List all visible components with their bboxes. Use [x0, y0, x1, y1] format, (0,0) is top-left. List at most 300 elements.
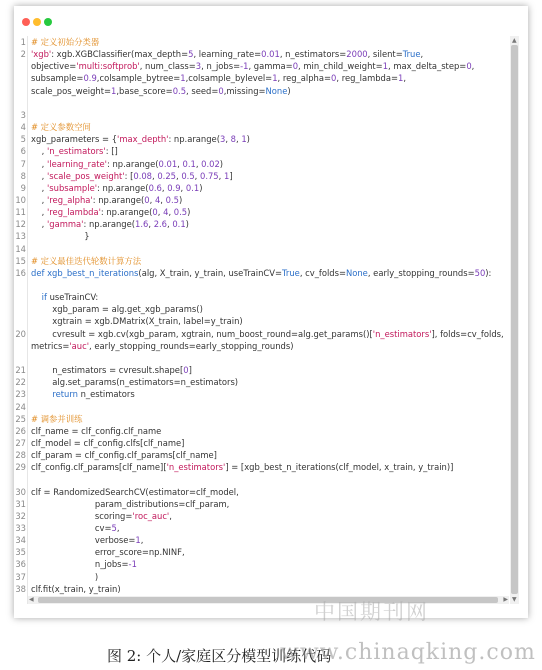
code-text [31, 425, 161, 437]
code-line [10, 85, 515, 97]
code-token: ,missing= [223, 85, 266, 96]
code-token: , [236, 134, 242, 145]
code-text [31, 133, 250, 145]
code-line [10, 510, 515, 522]
code-line [10, 206, 515, 218]
code-token: 'learning_rate' [46, 158, 107, 169]
code-line [10, 473, 515, 485]
code-line [10, 461, 515, 473]
code-token: 0.5 [165, 194, 179, 205]
code-token: clf_config.clf_params[clf_name][ [31, 462, 167, 473]
code-token: 0.5 [173, 207, 188, 218]
code-token: 3 [219, 134, 226, 145]
code-token: 'auc' [69, 340, 90, 351]
code-token: 1 [382, 61, 389, 72]
code-token: 1 [241, 134, 247, 145]
code-text [31, 546, 185, 558]
code-token: , [149, 194, 155, 205]
code-token: ): [485, 267, 492, 278]
code-token: , [471, 61, 475, 72]
code-token: ] [188, 365, 192, 376]
code-token: , [176, 170, 182, 181]
code-token: , [161, 182, 168, 193]
code-token: 0.1 [172, 219, 186, 230]
code-token: 1 [135, 535, 141, 546]
close-window-dot[interactable] [22, 18, 30, 26]
code-token: , min_child_weight= [298, 61, 383, 72]
code-token: 0.01 [158, 158, 178, 169]
code-editor[interactable] [10, 36, 518, 608]
line-number: 14 [15, 243, 26, 254]
code-token: xgb_best_n_iterations [47, 267, 139, 278]
code-token: ) [31, 571, 99, 582]
code-text [31, 267, 491, 279]
code-text [31, 315, 243, 327]
code-token: : np.arange( [100, 207, 153, 218]
line-number: 13 [15, 231, 26, 242]
code-token: 1 [111, 85, 117, 96]
code-token: ) [178, 194, 183, 205]
scroll-up-icon[interactable]: ▲ [512, 37, 517, 44]
code-token: : np.arange( [97, 182, 149, 193]
line-number: 23 [15, 389, 26, 400]
code-token: , [31, 219, 47, 230]
code-text [31, 218, 189, 230]
code-line [10, 425, 515, 437]
code-token: error_score=np.NINF, [31, 547, 185, 558]
code-token: , [177, 158, 183, 169]
code-text [31, 571, 98, 583]
code-text [31, 486, 239, 498]
code-token: 0.1 [182, 158, 196, 169]
code-token: : np.arange( [106, 158, 159, 169]
code-line [10, 36, 515, 48]
code-line [10, 413, 515, 425]
code-token: , reg_alpha= [277, 73, 332, 84]
code-line [10, 486, 515, 498]
code-line [10, 303, 515, 315]
code-token: metrics= [31, 340, 70, 351]
scroll-left-icon[interactable]: ◀ [29, 596, 34, 603]
line-number: 3 [20, 109, 26, 120]
code-token: : [] [105, 146, 118, 157]
code-token: , num_class= [139, 61, 196, 72]
code-text [31, 461, 453, 473]
code-token: , [167, 219, 173, 230]
vertical-scrollbar[interactable] [510, 36, 519, 604]
code-token: , [31, 207, 47, 218]
code-token: n_estimators [77, 389, 135, 400]
code-token: -1 [240, 61, 249, 72]
code-token: 'subsample' [46, 182, 98, 193]
code-line [10, 109, 515, 121]
line-number: 38 [15, 583, 26, 594]
code-line [10, 571, 515, 583]
code-text [31, 36, 99, 48]
code-token: 0 [152, 207, 158, 218]
scroll-right-icon[interactable]: ▶ [503, 596, 508, 603]
line-number: 11 [15, 207, 26, 218]
horizontal-scrollbar[interactable] [28, 596, 509, 604]
line-number: 4 [20, 122, 26, 133]
code-text [31, 60, 474, 72]
code-token: ,base_score= [116, 85, 173, 96]
code-token: cv= [31, 523, 112, 533]
code-token: , [160, 194, 166, 205]
code-text [31, 328, 504, 340]
code-token: 'gamma' [46, 219, 84, 230]
code-token: ) [185, 219, 189, 230]
code-line [10, 243, 515, 255]
code-token: 0.02 [201, 158, 220, 169]
line-number: 34 [15, 535, 26, 546]
code-token: , [168, 207, 174, 218]
code-token: , early_stopping_rounds= [367, 267, 475, 278]
line-number: 21 [15, 365, 26, 376]
code-token: 0 [466, 61, 472, 72]
code-text [31, 583, 121, 595]
line-number: 15 [15, 255, 26, 266]
code-token: return [52, 389, 78, 400]
code-token: , [148, 219, 154, 230]
code-token: None [345, 267, 368, 278]
line-number: 27 [15, 437, 26, 448]
line-number: 28 [15, 450, 26, 461]
line-number: 33 [15, 523, 26, 533]
code-line [10, 558, 515, 570]
code-token: , [225, 134, 231, 145]
code-token: (alg, X_train, y_train, useTrainCV= [138, 267, 283, 278]
code-token: 1.6 [135, 219, 149, 230]
code-text [31, 376, 238, 388]
code-token: clf_name = clf_config.clf_name [31, 425, 162, 436]
code-line [10, 291, 515, 303]
code-line [10, 48, 515, 60]
code-text [31, 364, 192, 376]
code-token: : [ [124, 170, 134, 181]
code-token: # 定义初始分类器 [31, 37, 100, 47]
code-text [31, 48, 423, 60]
line-number: 12 [15, 219, 26, 230]
code-token: 8 [230, 134, 236, 145]
code-token: # 定义最佳迭代轮数计算方法 [31, 255, 142, 266]
code-token: 'max_depth' [117, 134, 169, 145]
line-number: 30 [15, 486, 26, 497]
code-token: , [152, 170, 158, 181]
code-token: ,colsample_bytree= [96, 73, 181, 84]
code-line [10, 218, 515, 230]
code-token: : np.arange( [83, 219, 136, 230]
code-text [31, 291, 98, 303]
code-line [10, 388, 515, 400]
code-token: 0.9 [167, 182, 181, 193]
code-line [10, 340, 515, 352]
code-line [10, 315, 515, 327]
code-text [31, 158, 223, 170]
code-text [31, 510, 172, 522]
figure-caption [0, 640, 542, 667]
code-token: 1 [398, 73, 404, 84]
code-token: scale_pos_weight= [31, 85, 112, 96]
code-text [31, 498, 229, 510]
code-token: 0 [292, 61, 299, 72]
code-token: 'n_estimators' [46, 146, 106, 157]
code-token: , [180, 182, 186, 193]
code-token: 0.5 [172, 85, 187, 96]
code-token: 'reg_alpha' [46, 194, 93, 205]
code-line [10, 546, 515, 558]
code-token: : np.arange( [92, 194, 145, 205]
code-text [31, 206, 190, 218]
code-text [31, 437, 184, 449]
minimize-window-dot[interactable] [33, 18, 41, 26]
code-text [31, 449, 217, 461]
code-token [31, 292, 42, 302]
line-number: 36 [15, 559, 26, 570]
code-token: ) [219, 158, 224, 169]
code-token: clf = RandomizedSearchCV(estimator=clf_model, [31, 486, 239, 497]
code-token: n_estimators = cvresult.shape[ [31, 365, 184, 376]
watermark-site: 中国期刊网 [314, 600, 429, 624]
code-token: : xgb.XGBClassifier(max_depth= [51, 49, 189, 60]
code-token: subsample= [31, 73, 84, 84]
code-token: , learning_rate= [193, 49, 262, 60]
vertical-scroll-thumb[interactable] [511, 45, 518, 594]
code-line [10, 583, 515, 595]
code-text [31, 534, 143, 546]
code-token: 0.6 [148, 182, 162, 193]
line-number: 29 [15, 462, 26, 473]
code-token: ], folds=cv_folds, [431, 328, 504, 339]
code-line [10, 121, 515, 133]
line-number: 5 [20, 134, 26, 145]
code-token: 1 [272, 73, 278, 84]
code-line [10, 182, 515, 194]
code-token: 5 [111, 523, 117, 533]
code-token: 'n_estimators' [372, 328, 432, 339]
code-token: alg.set_params(n_estimators=n_estimators) [31, 377, 239, 388]
code-token: , [31, 194, 47, 205]
code-line [10, 145, 515, 157]
code-text [31, 194, 182, 206]
watermark-url: www.chinaqking.com [280, 640, 536, 665]
maximize-window-dot[interactable] [44, 18, 52, 26]
code-token: , [194, 170, 200, 181]
code-token: ) [246, 134, 250, 145]
code-token: xgb_param = alg.get_xgb_params() [31, 304, 203, 315]
code-token: param_distributions=clf_param, [31, 498, 230, 509]
code-token: # 调参并训练 [31, 413, 83, 424]
code-token: , n_jobs= [201, 61, 241, 72]
code-text [31, 121, 91, 133]
line-number: 10 [15, 194, 26, 205]
code-token: ) [199, 182, 203, 193]
code-line [10, 364, 515, 376]
code-token: ] [229, 170, 233, 181]
code-token: , reg_lambda= [336, 73, 399, 84]
code-token: xgtrain = xgb.DMatrix(X_train, label=y_train) [31, 316, 243, 327]
line-number: 32 [15, 510, 26, 521]
code-token: , [169, 510, 172, 521]
code-token: , [116, 523, 120, 533]
code-line [10, 498, 515, 510]
code-token: 'multi:softprob' [76, 61, 140, 72]
line-number: 26 [15, 425, 26, 436]
code-token: } [31, 231, 90, 242]
code-token: , [195, 158, 202, 169]
code-token: # 定义参数空间 [31, 122, 91, 133]
code-line [10, 194, 515, 206]
code-token: ] = [xgb_best_n_iterations(clf_model, x_train, y_train)] [225, 462, 454, 473]
code-token: 'n_estimators' [166, 462, 226, 473]
code-token: useTrainCV: [46, 292, 99, 303]
code-token: xgb_parameters = { [31, 134, 118, 145]
code-token: 4 [154, 194, 161, 205]
code-token: 0.75 [199, 170, 219, 181]
code-token: objective= [31, 61, 77, 72]
code-token: 2.6 [153, 219, 168, 230]
line-number: 24 [15, 401, 26, 412]
code-token: clf.fit(x_train, y_train) [31, 583, 121, 594]
code-line [10, 158, 515, 170]
code-text [31, 170, 233, 182]
code-token: 'roc_auc' [132, 510, 170, 521]
code-token: , early_stopping_rounds=early_stopping_rounds) [89, 340, 294, 351]
code-token: def [31, 267, 45, 278]
line-number: 6 [20, 146, 26, 157]
code-text [31, 558, 137, 570]
code-token: 0 [144, 194, 150, 205]
code-token: 0.01 [261, 49, 280, 60]
code-token: , [31, 182, 47, 193]
code-token: 0 [183, 365, 189, 376]
code-line [10, 267, 515, 279]
code-token: 0.9 [83, 73, 97, 84]
code-token: ) [187, 207, 191, 218]
line-number: 35 [15, 547, 26, 558]
code-text [31, 182, 202, 194]
line-number: 7 [20, 158, 26, 169]
code-token [31, 389, 52, 399]
code-token: True [402, 49, 421, 60]
line-number: 31 [15, 498, 26, 509]
code-token: n_jobs= [31, 559, 129, 570]
code-text [31, 340, 293, 352]
code-text [31, 413, 83, 425]
code-token: 0.1 [185, 182, 200, 193]
line-number: 9 [20, 182, 26, 193]
code-token: , n_estimators= [279, 49, 347, 60]
code-line [10, 60, 515, 72]
code-text [31, 255, 141, 267]
code-text [31, 72, 406, 84]
code-line [10, 376, 515, 388]
code-token: ,colsample_bylevel= [185, 73, 273, 84]
line-number: 20 [15, 328, 26, 339]
code-token: None [265, 85, 288, 96]
code-line [10, 255, 515, 267]
code-token: -1 [128, 559, 137, 570]
line-number: 22 [15, 377, 26, 388]
code-text [31, 85, 291, 97]
line-number: 8 [20, 170, 26, 181]
caption-text: 图 2: 个人/家庭区分模型训练代码 [107, 647, 332, 665]
code-token: ) [287, 85, 291, 96]
code-line [10, 449, 515, 461]
code-token: 2000 [346, 49, 368, 60]
code-token: 4 [163, 207, 169, 218]
code-token: 'scale_pos_weight' [46, 170, 125, 181]
code-line [10, 401, 515, 413]
code-line [10, 534, 515, 546]
code-token: , [403, 73, 407, 84]
code-token: 0 [218, 85, 224, 96]
code-token: , cv_folds= [299, 267, 346, 278]
code-token: cvresult = xgb.cv(xgb_param, xgtrain, num_boost_round=alg.get_params()[ [31, 328, 373, 339]
code-token: 0.25 [157, 170, 176, 181]
line-number: 1 [20, 37, 26, 47]
code-text [31, 522, 120, 534]
code-line [10, 133, 515, 145]
code-token: 5 [188, 49, 194, 60]
code-line [10, 170, 515, 182]
line-number: 16 [15, 267, 26, 278]
code-line [10, 230, 515, 242]
code-token: , seed= [186, 85, 219, 96]
code-token: 'xgb' [31, 49, 52, 60]
code-token: , [218, 170, 224, 181]
code-line [10, 72, 515, 84]
line-number: 2 [20, 49, 26, 60]
window-titlebar [14, 6, 528, 36]
code-token: 0.5 [181, 170, 195, 181]
code-token: , [420, 49, 424, 60]
code-line [10, 522, 515, 534]
code-token: , silent= [367, 49, 403, 60]
code-token: , max_delta_step= [388, 61, 467, 72]
code-token: 1 [180, 73, 186, 84]
code-line [10, 97, 515, 109]
code-text [31, 145, 118, 157]
code-text [31, 230, 90, 242]
code-token: , gamma= [248, 61, 293, 72]
code-token: True [282, 267, 300, 278]
code-token: 3 [195, 61, 202, 72]
code-token: , [31, 158, 47, 169]
code-token: 50 [474, 267, 486, 278]
horizontal-scroll-thumb[interactable] [38, 597, 498, 603]
code-token: : np.arange( [168, 134, 220, 145]
code-line [10, 279, 515, 291]
scroll-down-icon[interactable]: ▼ [512, 596, 517, 603]
code-token: verbose= [31, 535, 136, 546]
code-token: clf_model = clf_config.clfs[clf_name] [31, 437, 185, 448]
code-token: , [31, 146, 47, 157]
code-text [31, 388, 135, 400]
code-line [10, 352, 515, 364]
code-token: 0.08 [133, 170, 153, 181]
code-token: if [41, 292, 47, 303]
line-number: 37 [15, 571, 26, 582]
code-token: 0 [331, 73, 337, 84]
code-token: clf_param = clf_config.clf_params[clf_name] [31, 450, 217, 461]
code-token: , [140, 535, 144, 546]
code-line [10, 328, 515, 340]
code-token: 'reg_lambda' [46, 207, 101, 218]
line-number: 25 [15, 413, 26, 424]
code-line [10, 437, 515, 449]
code-text [31, 303, 203, 315]
